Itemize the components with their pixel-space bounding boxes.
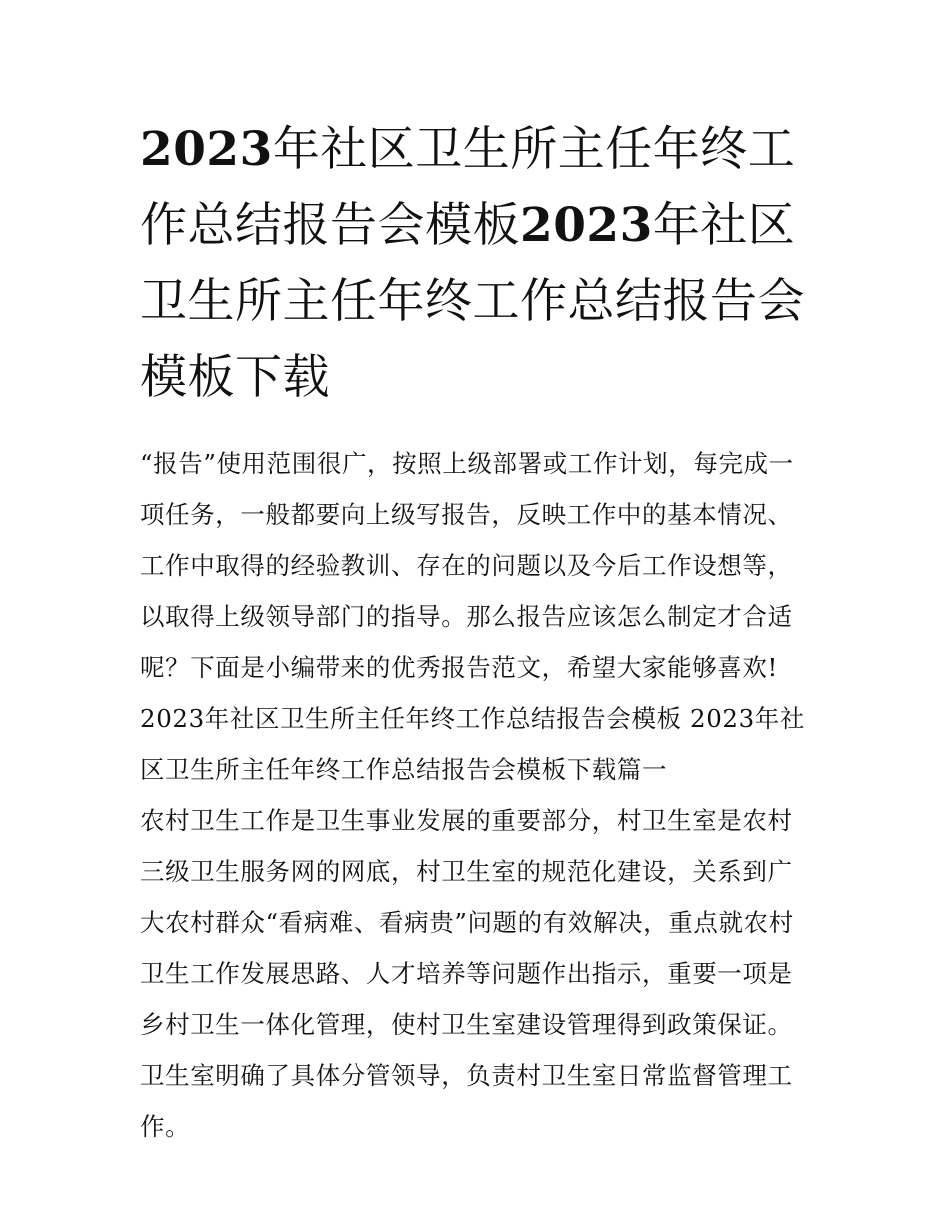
intro-paragraph: “报告”使用范围很广，按照上级部署或工作计划，每完成一项任务，一般都要向上级写报告，反映工作中的基本情况、工作中取得的经验教训、存在的问题以及今后工作设想等，以取得上级领导部门的指导。那么报告应该怎么制定才合适呢？下面是小编带来的优秀报告范文，希望大家能够喜欢! bbox=[140, 449, 794, 682]
section-heading: 2023年社区卫生所主任年终工作总结报告会模板 2023年社区卫生所主任年终工作总结报告会模板下载篇一 bbox=[140, 704, 805, 784]
body-paragraph: 农村卫生工作是卫生事业发展的重要部分，村卫生室是农村三级卫生服务网的网底，村卫生室的规范化建设，关系到广大农村群众“看病难、看病贵”问题的有效解决，重点就农村卫生工作发展思路、人才培养等问题作出指示，重要一项是乡村卫生一体化管理，使村卫生室建设管理得到政策保证。卫生室明确了具体分管领导，负责村卫生室日常监督管理工作。 bbox=[140, 806, 794, 1141]
title-text-2: 年社区卫生所主任年终工作总结报告会模板下载 bbox=[140, 198, 805, 405]
title-text-1: 年社区卫生所主任年终工作总结报告会模板 bbox=[140, 122, 796, 253]
title-year-1: 2023 bbox=[140, 122, 273, 177]
title-year-2: 2023 bbox=[520, 198, 653, 253]
document-title bbox=[140, 112, 812, 416]
document-page bbox=[140, 112, 812, 1152]
